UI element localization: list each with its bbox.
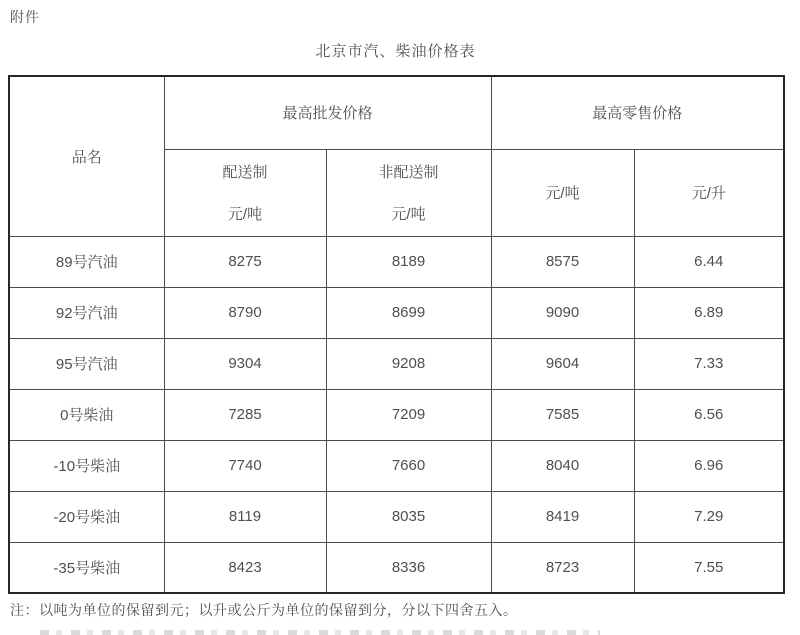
price-cell: 8699 bbox=[326, 287, 491, 338]
price-cell: 6.44 bbox=[634, 236, 784, 287]
sub-header-unit: 元/吨 bbox=[391, 206, 426, 223]
attachment-label: 附件 bbox=[10, 9, 40, 25]
price-cell: 6.56 bbox=[634, 389, 784, 440]
table-row bbox=[9, 542, 784, 593]
sub-header-label: 非配送制 bbox=[378, 164, 439, 181]
price-cell: 8040 bbox=[491, 440, 634, 491]
product-name-cell: 0号柴油 bbox=[9, 389, 164, 440]
col-header-wholesale-non-delivery bbox=[326, 149, 491, 236]
price-cell: 7660 bbox=[326, 440, 491, 491]
col-header-wholesale: 最高批发价格 bbox=[164, 76, 491, 149]
price-cell: 8035 bbox=[326, 491, 491, 542]
price-cell: 8790 bbox=[164, 287, 326, 338]
price-cell: 6.89 bbox=[634, 287, 784, 338]
price-cell: 7.55 bbox=[634, 542, 784, 593]
price-cell: 6.96 bbox=[634, 440, 784, 491]
price-cell: 8419 bbox=[491, 491, 634, 542]
price-cell: 8275 bbox=[164, 236, 326, 287]
table-row bbox=[9, 338, 784, 389]
price-cell: 9208 bbox=[326, 338, 491, 389]
product-name-cell: -20号柴油 bbox=[9, 491, 164, 542]
table-row bbox=[9, 389, 784, 440]
price-cell: 9604 bbox=[491, 338, 634, 389]
product-name-cell: 89号汽油 bbox=[9, 236, 164, 287]
price-table bbox=[8, 75, 785, 594]
col-header-retail: 最高零售价格 bbox=[491, 76, 784, 149]
price-cell: 8723 bbox=[491, 542, 634, 593]
col-header-product: 品名 bbox=[9, 76, 164, 236]
price-cell: 7585 bbox=[491, 389, 634, 440]
price-cell: 8423 bbox=[164, 542, 326, 593]
price-cell: 7.33 bbox=[634, 338, 784, 389]
price-cell: 9090 bbox=[491, 287, 634, 338]
sub-header-unit: 元/吨 bbox=[227, 206, 263, 223]
price-cell: 8119 bbox=[164, 491, 326, 542]
product-name-cell: -10号柴油 bbox=[9, 440, 164, 491]
product-name-cell: 92号汽油 bbox=[9, 287, 164, 338]
product-name-cell: 95号汽油 bbox=[9, 338, 164, 389]
price-cell: 7285 bbox=[164, 389, 326, 440]
col-header-retail-per-liter: 元/升 bbox=[634, 149, 784, 236]
col-header-retail-per-ton: 元/吨 bbox=[491, 149, 634, 236]
price-cell: 7209 bbox=[326, 389, 491, 440]
footnote: 注：以吨为单位的保留到元；以升或公斤为单位的保留到分，分以下四舍五入。 bbox=[10, 602, 518, 618]
price-cell: 8336 bbox=[326, 542, 491, 593]
price-cell: 8189 bbox=[326, 236, 491, 287]
table-row bbox=[9, 440, 784, 491]
page-title: 北京市汽、柴油价格表 bbox=[315, 43, 476, 60]
price-cell: 7740 bbox=[164, 440, 326, 491]
table-row bbox=[9, 287, 784, 338]
col-header-wholesale-delivery bbox=[164, 149, 326, 236]
table-row bbox=[9, 236, 784, 287]
price-cell: 9304 bbox=[164, 338, 326, 389]
table-header-group-row bbox=[9, 76, 784, 149]
product-name-cell: -35号柴油 bbox=[9, 542, 164, 593]
price-cell: 7.29 bbox=[634, 491, 784, 542]
price-cell: 8575 bbox=[491, 236, 634, 287]
table-row bbox=[9, 491, 784, 542]
sub-header-label: 配送制 bbox=[222, 164, 268, 181]
clipped-text-remnant bbox=[40, 630, 600, 635]
